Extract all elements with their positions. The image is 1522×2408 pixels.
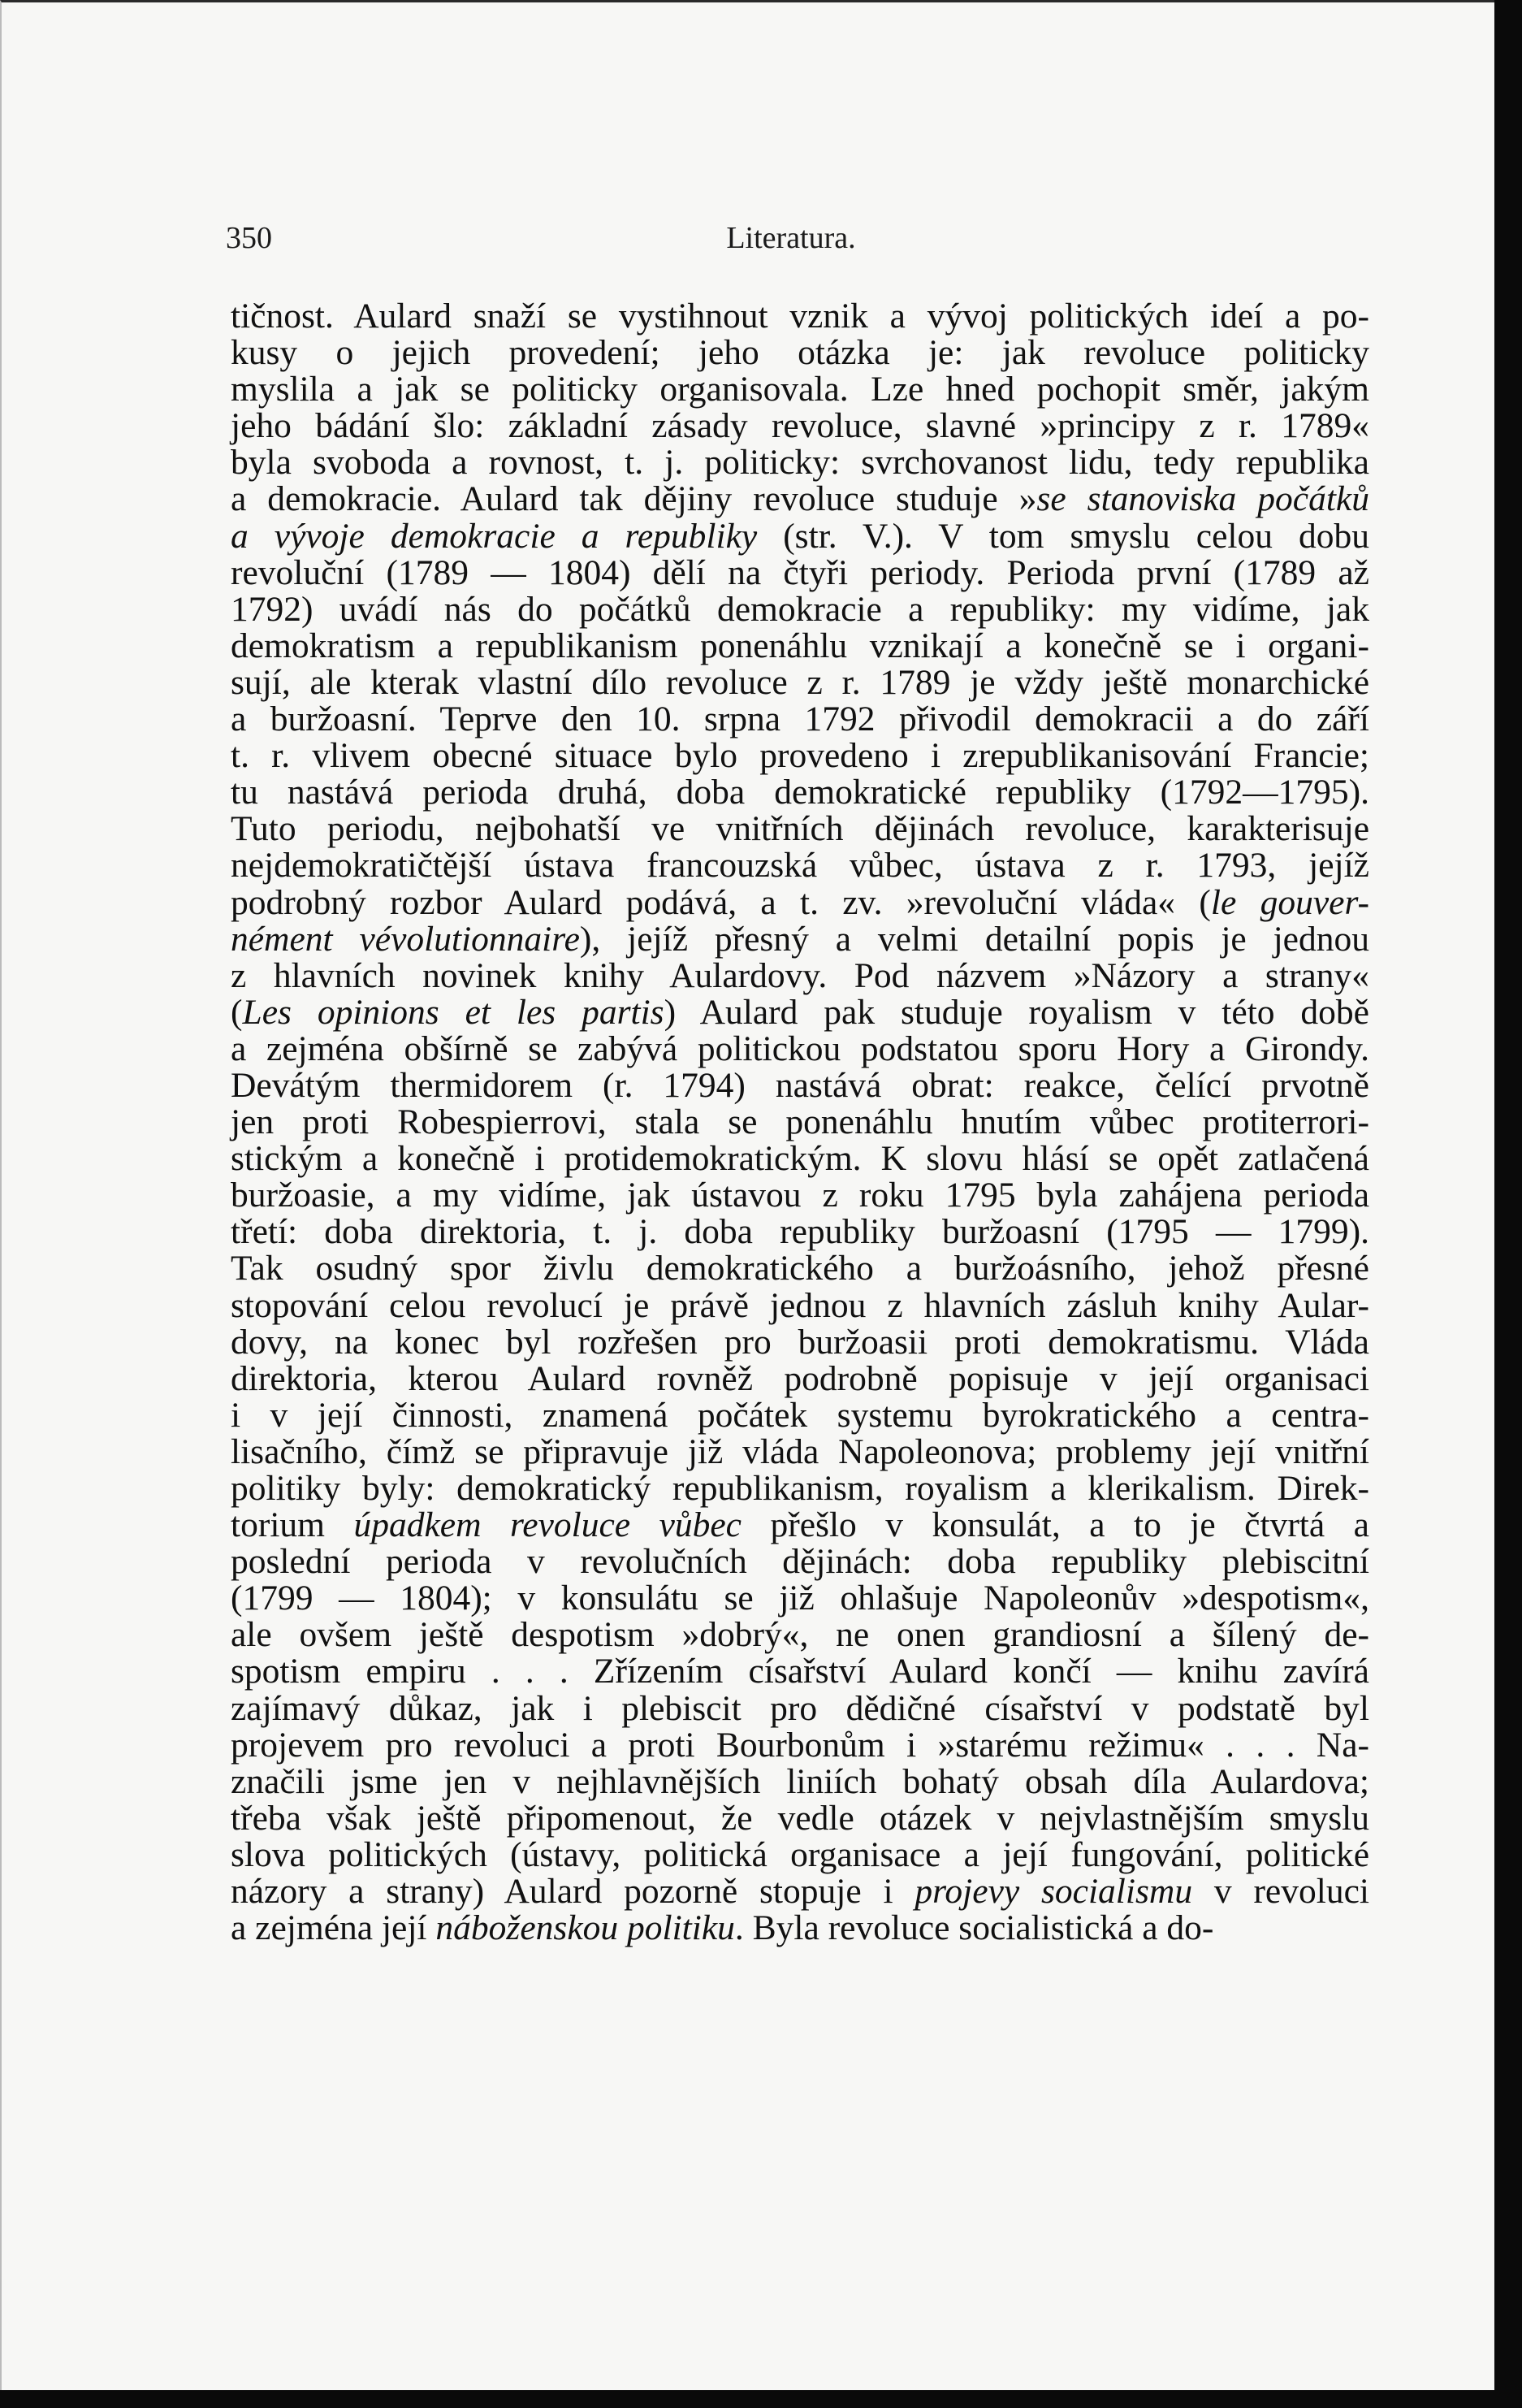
text-run: direktoria, kterou Aulard rovněž podrobně popisuje v její organisaci [231,1358,1369,1398]
text-line [231,1104,1369,1141]
text-line [231,774,1369,811]
text-line [231,298,1369,335]
text-run: Tak osudný spor živlu demokratického a buržoásního, jehož přesné [231,1249,1369,1288]
text-run: podrobný rozbor Aulard podává, a t. zv. »revoluční vláda« ( [231,882,1211,922]
text-run: demokratism a republikanism ponenáhlu vznikají a konečně se i organi- [231,626,1369,665]
text-line [231,701,1369,738]
text-line [231,1507,1369,1544]
body-text [231,298,1369,1947]
text-run: z hlavních novinek knihy Aulardovy. Pod názvem »Názory a strany« [231,955,1369,995]
text-run: a zejména obšírně se zabývá politickou podstatou sporu Hory a Girondy. [231,1029,1369,1068]
text-line [231,738,1369,774]
italic-run: náboženskou politiku [435,1908,735,1948]
text-line [231,1324,1369,1361]
text-line [231,591,1369,628]
text-run: a demokracie. Aulard tak dějiny revoluce studuje » [231,479,1037,519]
italic-run: se stanoviska počátků [1036,479,1369,519]
text-line [231,335,1369,371]
text-line [231,1285,1369,1325]
text-line [231,518,1369,555]
text-run: myslila a jak se politicky organisovala. Lze hned pochopit směr, jakým [231,370,1369,409]
text-run: . Byla revoluce socialistická a do- [734,1908,1214,1948]
text-line [231,1358,1369,1398]
text-line [231,1800,1369,1837]
text-line [231,1761,1369,1801]
text-run: sují, ale kterak vlastní dílo revoluce z r. 1789 je vždy ještě monarchické [231,662,1369,702]
text-line [231,1834,1369,1874]
text-line [231,1688,1369,1728]
page-number: 350 [226,221,272,255]
text-line [231,1141,1369,1177]
text-run: (1799 — 1804); v konsulátu se již ohlašuje Napoleonův »despotism«, [231,1579,1369,1618]
text-run: ) Aulard pak studuje royalism v této době [664,992,1369,1032]
text-run: a buržoasní. Teprve den 10. srpna 1792 přivodil demokracii a do září [231,699,1369,739]
text-run: stickým a konečně i protidemokratickým. K slovu hlásí se opět zatlačená [231,1139,1369,1179]
text-line [231,1910,1369,1947]
text-run: třeba však ještě připomenout, že vedle otázek v nejvlastnějším smyslu [231,1798,1369,1838]
text-run: byla svoboda a rovnost, t. j. politicky: svrchovanost lidu, tedy republika [231,443,1369,483]
text-line [231,955,1369,995]
text-line [231,882,1369,922]
text-run: 1792) uvádí nás do počátků demokracie a republiky: my vidíme, jak [231,589,1369,629]
text-line [231,481,1369,518]
text-run: ( [231,992,243,1032]
text-line [231,921,1369,958]
text-run: (str. V.). V tom smyslu celou dobu [757,516,1369,556]
text-line [231,1214,1369,1250]
text-run: přešlo v konsulát, a to je čtvrtá a [742,1505,1369,1545]
text-line [231,552,1369,592]
text-run: třetí: doba direktoria, t. j. doba republiky buržoasní (1795 — 1799). [231,1212,1369,1252]
text-run: politiky byly: demokratický republikanism, royalism a klerikalism. Direk- [231,1469,1369,1508]
text-line [231,1065,1369,1105]
text-run: kusy o jejich provedení; jeho otázka je: jak revoluce politicky [231,333,1369,373]
text-run: t. r. vlivem obecné situace bylo provedeno i zrepublikanisování Francie; [231,736,1369,776]
text-line [231,1727,1369,1764]
text-run: tičnost. Aulard snaží se vystihnout vznik a vývoj politických ideí a po- [231,297,1369,336]
text-line [231,408,1369,444]
running-title: Literatura. [726,221,856,255]
page-header [226,220,1356,259]
text-run: revoluční (1789 — 1804) dělí na čtyři periody. Perioda první (1789 až [231,552,1369,592]
text-line [231,1544,1369,1580]
text-line [231,371,1369,408]
text-run: poslední perioda v revolučních dějinách: doba republiky plebiscitní [231,1542,1369,1582]
text-line [231,628,1369,665]
text-run: ), jejíž přesný a velmi detailní popis je jednou [579,919,1369,959]
text-line [231,1580,1369,1617]
italic-run: projevy socialismu [914,1872,1193,1912]
italic-run: a vývoje demokracie a republiky [231,516,758,556]
scan-border-right [1494,0,1522,2408]
text-run: ale ovšem ještě despotism »dobrý«, ne onen grandiosní a šílený de- [231,1615,1369,1655]
text-run: Devátým thermidorem (r. 1794) nastává obrat: reakce, čelící prvotně [231,1065,1369,1105]
italic-run: Les opinions et les partis [242,992,664,1032]
text-line [231,847,1369,884]
text-line [231,1653,1369,1690]
text-run: buržoasie, a my vidíme, jak ústavou z roku 1795 byla zahájena perioda [231,1176,1369,1215]
text-line [231,444,1369,481]
text-run: torium [231,1505,354,1545]
text-run: názory a strany) Aulard pozorně stopuje i [231,1872,915,1912]
text-line [231,1250,1369,1287]
text-run: i v její činnosti, znamená počátek systemu byrokratického a centra- [231,1395,1369,1435]
text-line [231,1031,1369,1068]
italic-run: nément vévolutionnaire [231,919,580,959]
text-line [231,1873,1369,1910]
scan-border-bottom [0,2390,1522,2408]
text-run: Tuto periodu, nejbohatší ve vnitřních dějinách revoluce, karakterisuje [231,809,1369,849]
text-line [231,1617,1369,1653]
text-run: projevem pro revoluci a proti Bourbonům i »starému režimu« . . . Na- [231,1725,1369,1765]
text-line [231,811,1369,847]
text-run: spotism empiru . . . Zřízením císařství Aulard končí — knihu zavírá [231,1652,1369,1691]
italic-run: úpadkem revoluce vůbec [353,1505,742,1545]
text-run: značili jsme jen v nejhlavnějších liniích bohatý obsah díla Aulardova; [231,1761,1369,1801]
text-line [231,1177,1369,1214]
text-run: slova politických (ústavy, politická organisace a její fungování, politické [231,1834,1369,1874]
text-line [231,994,1369,1031]
italic-run: le gouver- [1210,882,1369,922]
text-line [231,1431,1369,1471]
text-line [231,662,1369,702]
text-run: zajímavý důkaz, jak i plebiscit pro dědičné císařství v podstatě byl [231,1688,1369,1728]
text-run: nejdemokratičtější ústava francouzská vůbec, ústava z r. 1793, jejíž [231,846,1369,886]
text-run: a zejména její [231,1908,436,1948]
text-line [231,1470,1369,1507]
text-run: lisačního, čímž se připravuje již vláda Napoleonova; problemy její vnitřní [231,1431,1369,1471]
text-run: dovy, na konec byl rozřešen pro buržoasii proti demokratismu. Vláda [231,1322,1369,1362]
text-run: jen proti Robespierrovi, stala se ponenáhlu hnutím vůbec protiterrori- [231,1102,1369,1142]
text-line [231,1397,1369,1434]
text-run: jeho bádání šlo: základní zásady revoluce, slavné »principy z r. 1789« [231,406,1369,446]
text-run: v revoluci [1192,1872,1369,1912]
text-run: stopování celou revolucí je právě jednou z hlavních zásluh knihy Aular- [231,1285,1369,1325]
text-run: tu nastává perioda druhá, doba demokratické republiky (1792—1795). [231,773,1369,812]
